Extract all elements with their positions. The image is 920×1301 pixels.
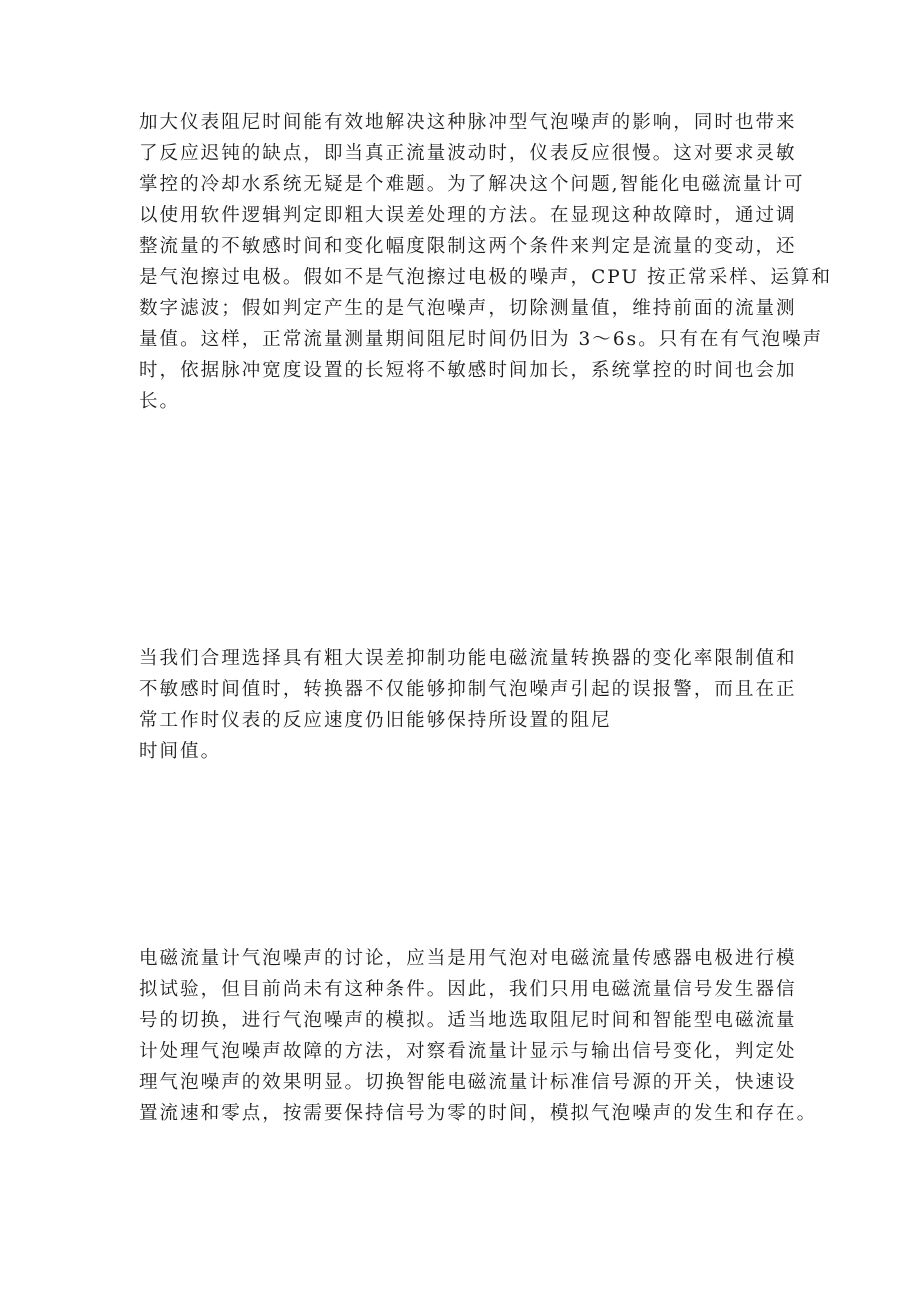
text-line: 整流量的不敏感时间和变化幅度限制这两个条件来判定是流量的变动，还 [139,236,797,257]
text-line: 量值。这样，正常流量测量期间阻尼时间仍旧为 3～6s。只有在有气泡噪声 [139,329,824,350]
text-line: 计处理气泡噪声故障的方法，对察看流量计显示与输出信号变化，判定处 [139,1041,797,1062]
text-line: 了反应迟钝的缺点，即当真正流量波动时，仪表反应很慢。这对要求灵敏 [139,143,797,164]
text-line: 数字滤波；假如判定产生的是气泡噪声，切除测量值，维持前面的流量测 [139,298,797,319]
text-line: 以使用软件逻辑判定即粗大误差处理的方法。在显现这种故障时，通过调 [139,205,797,226]
paragraph-bubble-noise-simulation [139,943,817,1129]
text-line: 时，依据脉冲宽度设置的长短将不敏感时间加长，系统掌控的时间也会加 [139,360,797,381]
text-line: 置流速和零点，按需要保持信号为零的时间，模拟气泡噪声的发生和存在。 [139,1103,818,1124]
text-line: 理气泡噪声的效果明显。切换智能电磁流量计标准信号源的开关，快速设 [139,1072,797,1093]
text-line: 当我们合理选择具有粗大误差抑制功能电磁流量转换器的变化率限制值和 [139,648,797,669]
text-line: 电磁流量计气泡噪声的讨论，应当是用气泡对电磁流量传感器电极进行模 [139,948,797,969]
text-line: 不敏感时间值时，转换器不仅能够抑制气泡噪声引起的误报警，而且在正 [139,679,797,700]
paragraph-damping-time [139,107,832,417]
paragraph-converter-selection [139,643,797,767]
text-line: 常工作时仪表的反应速度仍旧能够保持所设置的阻尼 [139,710,612,731]
text-line: 是气泡擦过电极。假如不是气泡擦过电极的噪声，CPU 按正常采样、运算和 [139,267,833,288]
text-line: 拟试验，但目前尚未有这种条件。因此，我们只用电磁流量信号发生器信 [139,979,797,1000]
text-line: 长。 [139,391,181,412]
text-line: 加大仪表阻尼时间能有效地解决这种脉冲型气泡噪声的影响，同时也带来 [139,112,797,133]
text-line: 时间值。 [139,741,222,762]
text-line: 掌控的冷却水系统无疑是个难题。为了解决这个问题,智能化电磁流量计可 [139,174,805,195]
text-line: 号的切换，进行气泡噪声的模拟。适当地选取阻尼时间和智能型电磁流量 [139,1010,797,1031]
